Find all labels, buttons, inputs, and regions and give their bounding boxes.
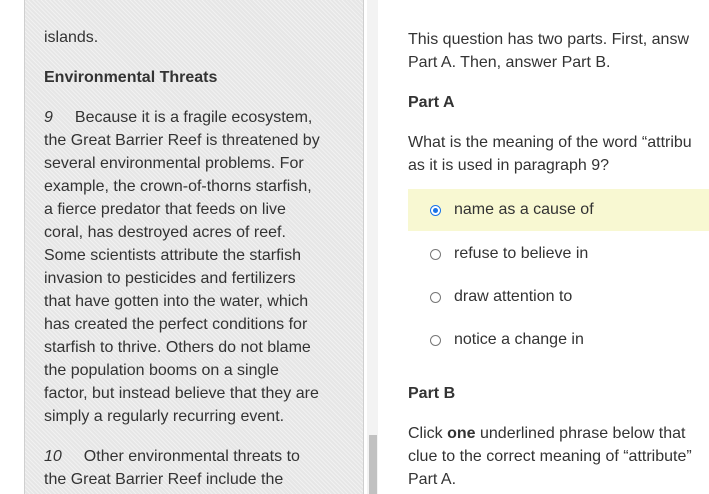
passage-line: Because it is a fragile ecosystem, <box>74 109 313 126</box>
instructions-line: Part A. Then, answer Part B. <box>408 54 611 71</box>
instructions-line: This question has two parts. First, answ <box>408 31 689 48</box>
part-b-prompt: Part A. <box>408 471 457 488</box>
passage-line: example, the crown-of-thorns starfish, <box>44 178 312 195</box>
answer-option-d[interactable] <box>408 319 709 361</box>
question-panel <box>408 0 709 494</box>
section-heading: Environmental Threats <box>44 69 218 86</box>
part-b-prompt: clue to the correct meaning of “attribute” <box>408 448 692 465</box>
paragraph-number-9: 9 <box>44 109 53 126</box>
passage-line: that have gotten into the water, which <box>44 293 309 310</box>
passage-line: the Great Barrier Reef include the <box>44 471 284 488</box>
passage-line: the population booms on a single <box>44 362 279 379</box>
answer-option-label: notice a change in <box>454 331 584 348</box>
radio-button[interactable] <box>430 249 441 260</box>
answer-option-label: name as a cause of <box>454 201 594 218</box>
part-a-prompt: What is the meaning of the word “attribu <box>408 134 692 151</box>
paragraph-10-first-line <box>44 445 344 468</box>
part-b-emphasis: one <box>447 425 476 442</box>
passage-line: a fierce predator that feeds on live <box>44 201 286 218</box>
paragraph-number-10: 10 <box>44 448 62 465</box>
radio-button[interactable] <box>430 335 441 346</box>
passage-line: invasion to pesticides and fertilizers <box>44 270 296 287</box>
passage-line: has created the perfect conditions for <box>44 316 308 333</box>
answer-option-label: draw attention to <box>454 288 573 305</box>
part-a-prompt: as it is used in paragraph 9? <box>408 157 610 174</box>
answer-option-b[interactable] <box>408 233 709 275</box>
radio-button[interactable] <box>430 292 441 303</box>
passage-line: several environmental problems. For <box>44 155 304 172</box>
answer-option-label: refuse to believe in <box>454 245 589 262</box>
part-b-text: underlined phrase below that <box>475 425 686 442</box>
passage-line: the Great Barrier Reef is threatened by <box>44 132 320 149</box>
passage-line: coral, has destroyed acres of reef. <box>44 224 286 241</box>
part-b-label: Part B <box>408 385 456 402</box>
passage-scrollbar-track[interactable] <box>367 0 378 494</box>
passage-line: Some scientists attribute the starfish <box>44 247 301 264</box>
answer-option-a[interactable] <box>408 189 709 231</box>
passage-line: factor, but instead believe that they are <box>44 385 319 402</box>
passage-top-fragment: islands. <box>44 29 99 46</box>
answer-option-c[interactable] <box>408 276 709 318</box>
part-b-text: Click <box>408 425 448 442</box>
passage-line: Other environmental threats to <box>83 448 300 465</box>
passage-line: starfish to thrive. Others do not blame <box>44 339 311 356</box>
reading-passage-panel[interactable] <box>24 0 364 494</box>
passage-line: simply a regularly recurring event. <box>44 408 285 425</box>
part-b-prompt <box>408 422 685 445</box>
part-a-label: Part A <box>408 94 455 111</box>
radio-button-selected[interactable] <box>430 205 441 216</box>
passage-scrollbar-thumb[interactable] <box>369 435 377 494</box>
paragraph-9-first-line <box>44 106 344 129</box>
